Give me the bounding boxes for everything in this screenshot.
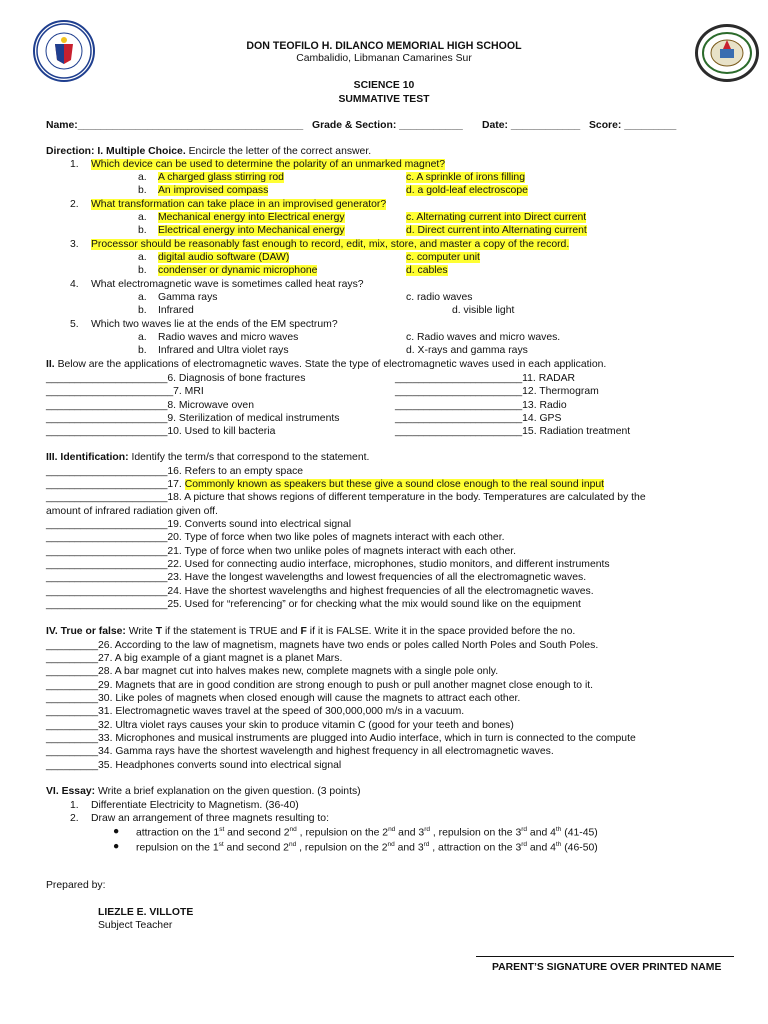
part2-right-3[interactable]: ______________________13. Radio xyxy=(395,400,567,411)
q3c: c. computer unit xyxy=(406,252,480,263)
essay-1-number: 1. xyxy=(70,800,79,811)
essay-bullet-2: repulsion on the 1st and second 2nd , repulsion on the 2nd and 3rd , attraction on the 3rd and 4th (46-50) xyxy=(136,841,598,854)
part3-item-25[interactable]: _____________________25. Used for “referencing” or for checking what the mix would sound like on the equipment xyxy=(46,599,581,610)
essay-2-number: 2. xyxy=(70,813,79,824)
score-field[interactable]: Score: _________ xyxy=(589,120,677,131)
q5-number: 5. xyxy=(70,319,79,330)
part4-instruction: IV. True or false: Write T if the statement is TRUE and F if it is FALSE. Write it in the space provided before the no. xyxy=(46,626,576,637)
part2-left-1[interactable]: _____________________6. Diagnosis of bone fractures xyxy=(46,373,306,384)
q5b: Infrared and Ultra violet rays xyxy=(158,345,289,356)
q3a: digital audio software (DAW) xyxy=(158,252,290,263)
part3-item-22[interactable]: _____________________22. Used for connecting audio interface, microphones, studio monitors, and different instruments xyxy=(46,559,610,570)
q4-number: 4. xyxy=(70,279,79,290)
q3b-letter: b. xyxy=(138,265,147,276)
teacher-role: Subject Teacher xyxy=(98,920,173,931)
part3-item-24[interactable]: _____________________24. Have the shortest wavelengths and highest frequencies of all the electromagnetic waves. xyxy=(46,586,594,597)
part4-item-34[interactable]: _________34. Gamma rays have the shortest wavelength and highest frequency in all electromagnetic waves. xyxy=(46,746,554,757)
essay-bullet-1: attraction on the 1st and second 2nd , repulsion on the 2nd and 3rd , repulsion on the 3rd and 4th (41-45) xyxy=(136,826,598,839)
q1-number: 1. xyxy=(70,159,79,170)
q2a-letter: a. xyxy=(138,212,147,223)
part3-item-18[interactable]: _____________________18. A picture that shows regions of different temperature in the body. Temperatures are calculated by the xyxy=(46,492,646,503)
q2-text: What transformation can take place in an improvised generator? xyxy=(91,199,387,210)
q1-text: Which device can be used to determine the polarity of an unmarked magnet? xyxy=(91,159,446,170)
part2-left-4[interactable]: _____________________9. Sterilization of medical instruments xyxy=(46,413,340,424)
subject-title: SCIENCE 10 xyxy=(353,80,415,91)
part3-item-19[interactable]: _____________________19. Converts sound into electrical signal xyxy=(46,519,352,530)
q1b-letter: b. xyxy=(138,185,147,196)
item17-highlight: Commonly known as speakers but these give a sound close enough to the real sound input xyxy=(184,479,605,490)
part6-instruction: VI. Essay: Write a brief explanation on the given question. (3 points) xyxy=(46,786,361,797)
part2-right-1[interactable]: ______________________11. RADAR xyxy=(395,373,576,384)
q5a-letter: a. xyxy=(138,332,147,343)
school-address: Cambalidio, Libmanan Camarines Sur xyxy=(296,53,472,64)
name-field[interactable]: Name:_______________________________________ xyxy=(46,120,304,131)
part3-item-21[interactable]: _____________________21. Type of force when two unlike poles of magnets interact with each other. xyxy=(46,546,517,557)
q1a: A charged glass stirring rod xyxy=(158,172,284,183)
essay-question-2: Draw an arrangement of three magnets resulting to: xyxy=(91,813,329,824)
q4b: Infrared xyxy=(158,305,194,316)
q2-number: 2. xyxy=(70,199,79,210)
q5a: Radio waves and micro waves xyxy=(158,332,299,343)
q4a-letter: a. xyxy=(138,292,147,303)
bullet-icon: ● xyxy=(113,841,120,852)
grade-section-field[interactable]: Grade & Section: ___________ xyxy=(312,120,463,131)
q3d: d. cables xyxy=(406,265,448,276)
part2-instruction: II. Below are the applications of electromagnetic waves. State the type of electromagnetic waves used in each application. xyxy=(46,359,607,370)
q2b: Electrical energy into Mechanical energy xyxy=(158,225,345,236)
test-title: SUMMATIVE TEST xyxy=(338,94,430,105)
part4-item-33[interactable]: _________33. Microphones and musical instruments are plugged into Audio interface, which in turn is connected to the compute xyxy=(46,733,636,744)
part2-left-5[interactable]: _____________________10. Used to kill bacteria xyxy=(46,426,276,437)
date-field[interactable]: Date: ____________ xyxy=(482,120,581,131)
part3-item-20[interactable]: _____________________20. Type of force when two like poles of magnets interact with each other. xyxy=(46,532,505,543)
part1-direction: Direction: I. Multiple Choice. Encircle the letter of the correct answer. xyxy=(46,146,372,157)
part4-item-29[interactable]: _________29. Magnets that are in good condition are strong enough to push or pull another magnet close enough to it. xyxy=(46,680,594,691)
q2b-letter: b. xyxy=(138,225,147,236)
q1d: d. a gold-leaf electroscope xyxy=(406,185,528,196)
q4b-letter: b. xyxy=(138,305,147,316)
part4-item-30[interactable]: _________30. Like poles of magnets when closed enough will cause the magnets to attract each other. xyxy=(46,693,521,704)
part3-item-16[interactable]: _____________________16. Refers to an empty space xyxy=(46,466,304,477)
bullet-icon: ● xyxy=(113,826,120,837)
part2-left-2[interactable]: ______________________7. MRI xyxy=(46,386,204,397)
part4-item-35[interactable]: _________35. Headphones converts sound into electrical signal xyxy=(46,760,342,771)
q3-text: Processor should be reasonably fast enough to record, edit, mix, store, and master a copy of the record. xyxy=(91,239,570,250)
part3-item-23[interactable]: _____________________23. Have the longest wavelengths and lowest frequencies of all the electromagnetic waves. xyxy=(46,572,587,583)
q5d: d. X-rays and gamma rays xyxy=(406,345,528,356)
part3-instruction: III. Identification: Identify the term/s that correspond to the statement. xyxy=(46,452,370,463)
q5b-letter: b. xyxy=(138,345,147,356)
q4-text: What electromagnetic wave is sometimes called heat rays? xyxy=(91,279,364,290)
part4-item-26[interactable]: _________26. According to the law of magnetism, magnets have two ends or poles called North Poles and South Poles. xyxy=(46,640,599,651)
part4-item-32[interactable]: _________32. Ultra violet rays causes your skin to produce vitamin C (good for your teeth and bones) xyxy=(46,720,514,731)
part4-item-31[interactable]: _________31. Electromagnetic waves travel at the speed of 300,000,000 m/s in a vacuum. xyxy=(46,706,465,717)
part2-right-2[interactable]: ______________________12. Thermogram xyxy=(395,386,599,397)
q2d: d. Direct current into Alternating current xyxy=(406,225,587,236)
school-name: DON TEOFILO H. DILANCO MEMORIAL HIGH SCHOOL xyxy=(246,40,522,52)
part4-item-28[interactable]: _________28. A bar magnet cut into halves makes new, complete magnets with a single pole only. xyxy=(46,666,499,677)
teacher-name: LIEZLE E. VILLOTE xyxy=(98,907,194,918)
part2-right-5[interactable]: ______________________15. Radiation treatment xyxy=(395,426,631,437)
essay-question-1: Differentiate Electricity to Magnetism. (36-40) xyxy=(91,800,299,811)
parent-signature-label: PARENT’S SIGNATURE OVER PRINTED NAME xyxy=(492,962,722,973)
q1b: An improvised compass xyxy=(158,185,269,196)
q4a: Gamma rays xyxy=(158,292,218,303)
q3a-letter: a. xyxy=(138,252,147,263)
q3b: condenser or dynamic microphone xyxy=(158,265,318,276)
part3-item-18-cont: amount of infrared radiation given off. xyxy=(46,506,218,517)
part3-item-17[interactable]: _____________________17. Commonly known as speakers but these give a sound close enough to the real sound input xyxy=(46,479,605,490)
q3-number: 3. xyxy=(70,239,79,250)
q4d: d. visible light xyxy=(452,305,515,316)
prepared-by-label: Prepared by: xyxy=(46,880,106,891)
part2-left-3[interactable]: _____________________8. Microwave oven xyxy=(46,400,254,411)
part2-right-4[interactable]: ______________________14. GPS xyxy=(395,413,562,424)
q5-text: Which two waves lie at the ends of the EM spectrum? xyxy=(91,319,338,330)
signature-line xyxy=(476,956,734,957)
q1a-letter: a. xyxy=(138,172,147,183)
q2a: Mechanical energy into Electrical energy xyxy=(158,212,345,223)
part4-item-27[interactable]: _________27. A big example of a giant magnet is a planet Mars. xyxy=(46,653,343,664)
q2c: c. Alternating current into Direct current xyxy=(406,212,587,223)
q4c: c. radio waves xyxy=(406,292,473,303)
q1c: c. A sprinkle of irons filling xyxy=(406,172,525,183)
q5c: c. Radio waves and micro waves. xyxy=(406,332,561,343)
